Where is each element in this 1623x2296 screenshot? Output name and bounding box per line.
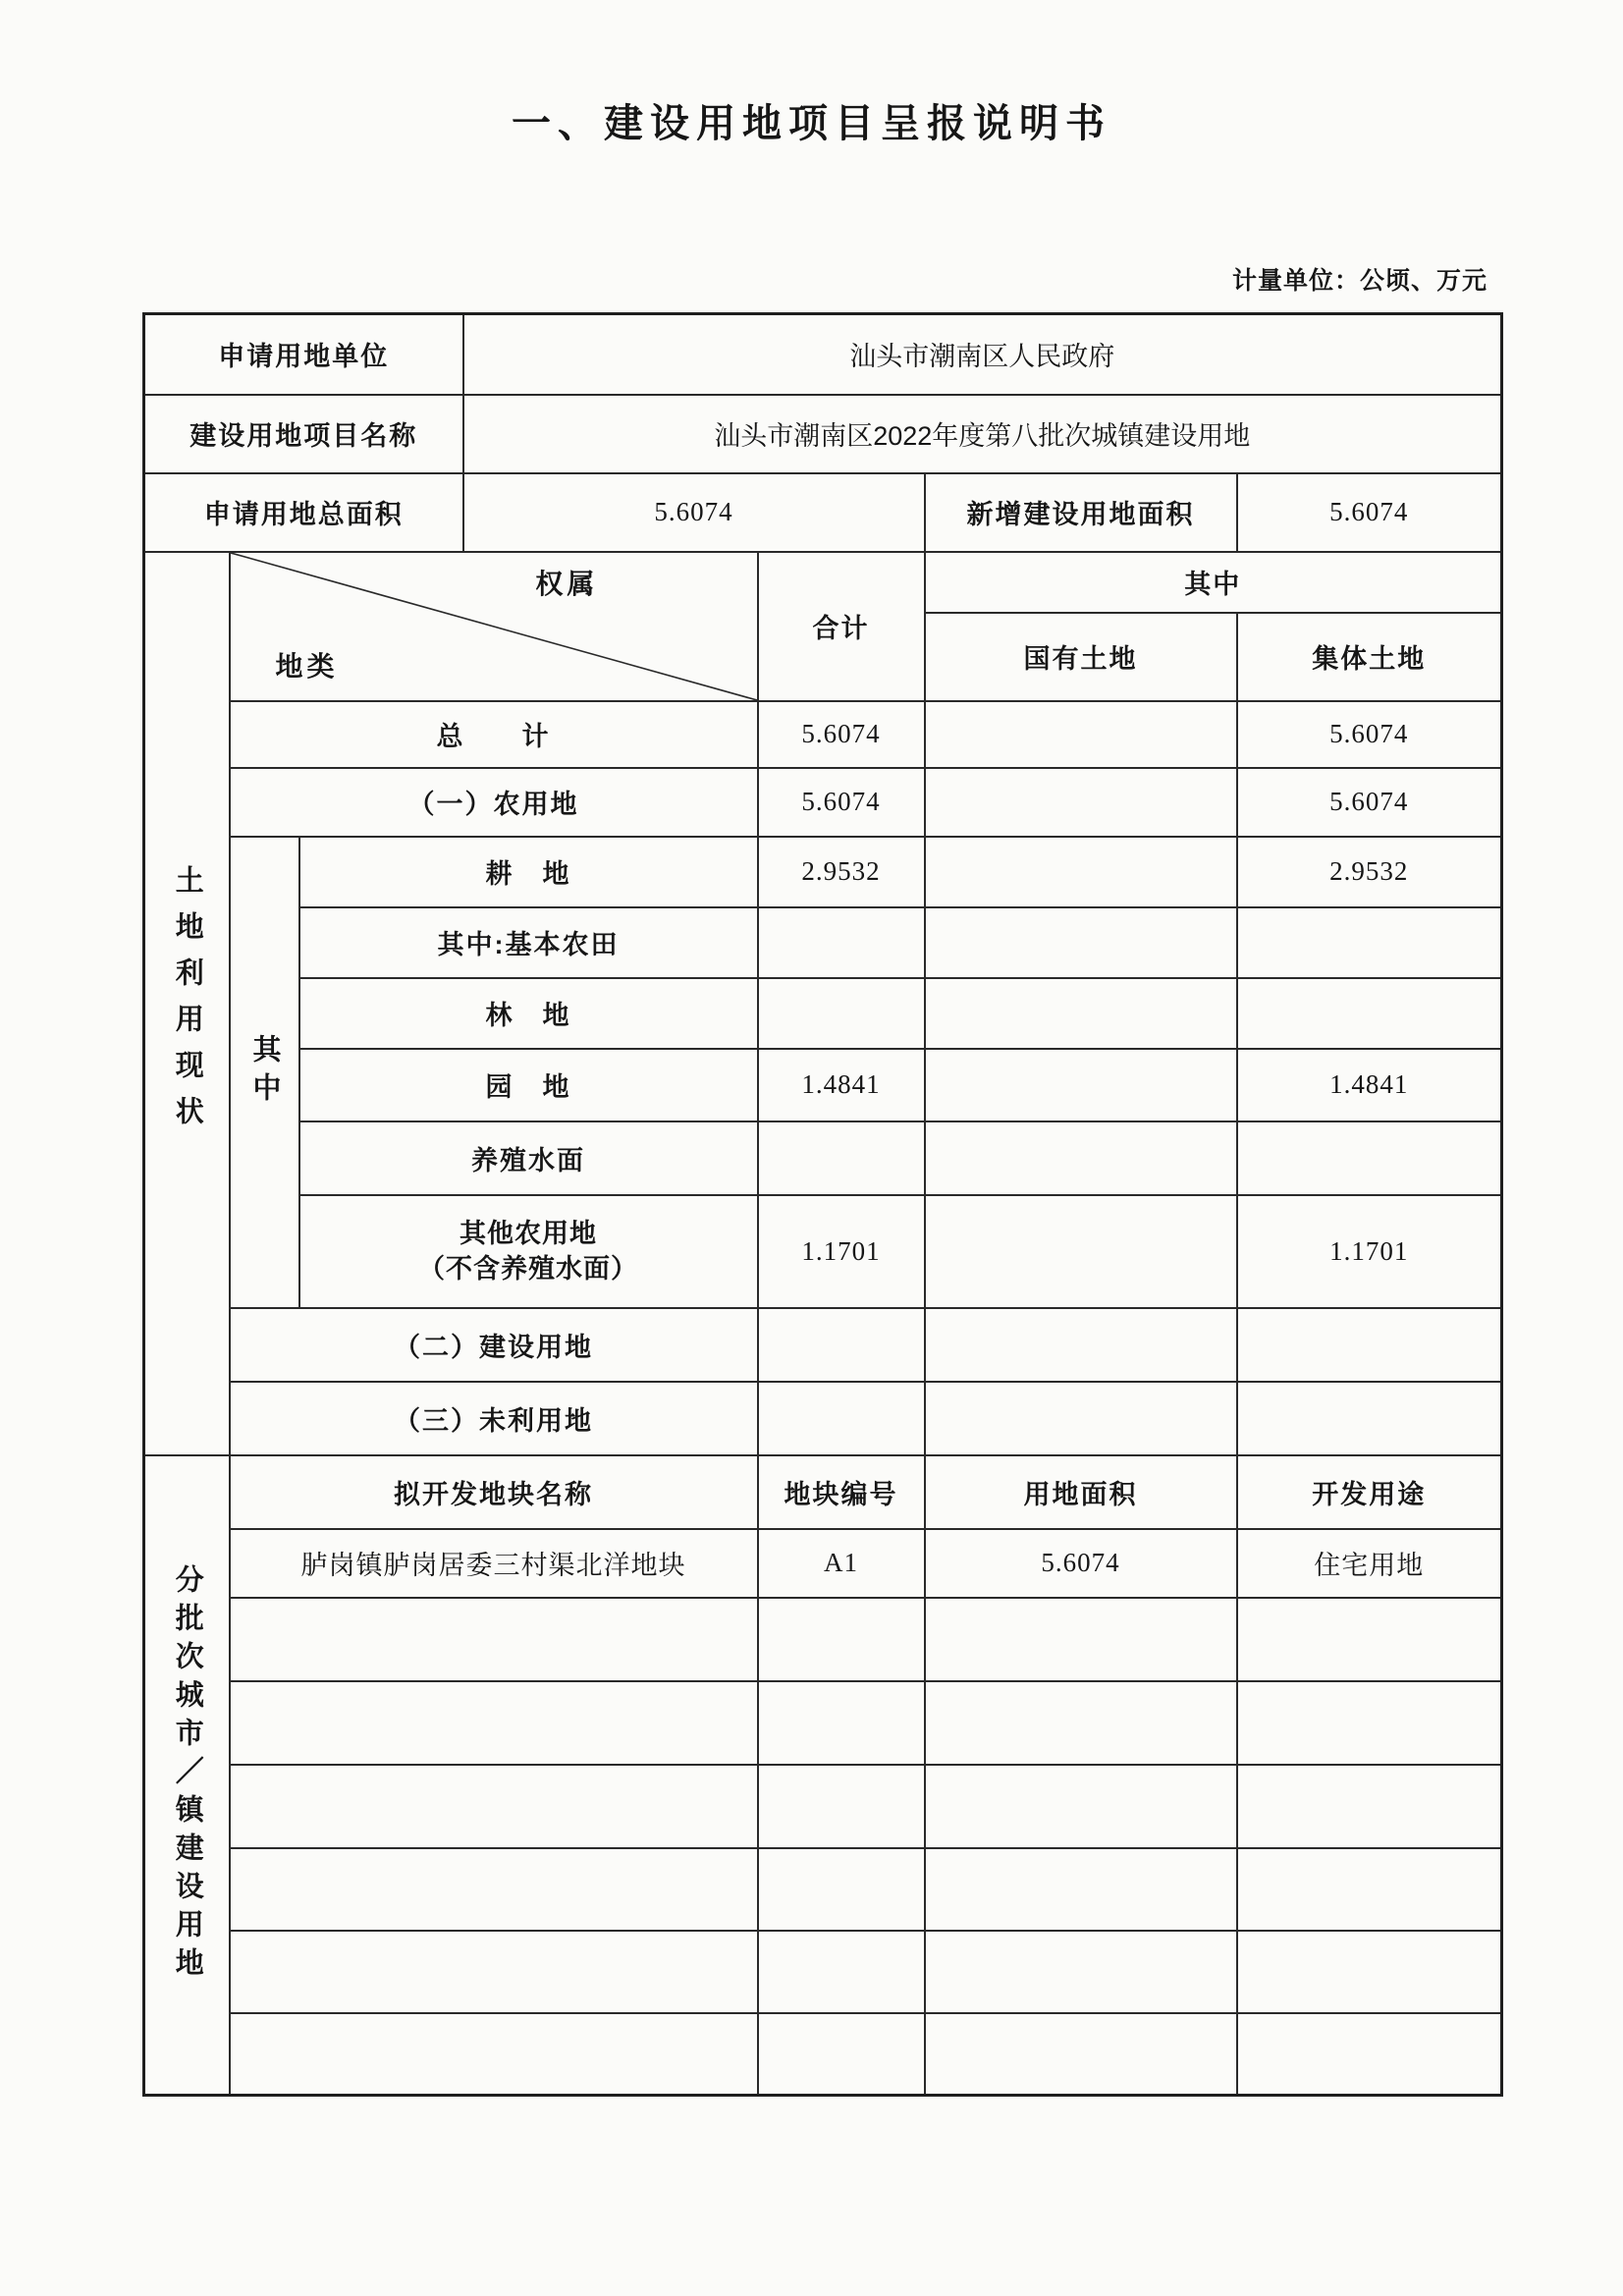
state-owned-land-header: 国有土地 — [925, 613, 1237, 701]
section-label-land-use-status — [144, 552, 230, 1455]
total-area-value: 5.6074 — [463, 473, 925, 552]
row-label-grand-total: 总 计 — [230, 701, 758, 768]
table-row — [144, 1681, 1502, 1765]
table-row — [144, 1049, 1502, 1121]
construction-collective — [1237, 1308, 1502, 1382]
land-use-status-vertical-text: 土地利用现状 — [171, 864, 203, 1142]
among-which-vertical-cell — [230, 837, 299, 1308]
row-label-aquaculture-water: 养殖水面 — [299, 1121, 758, 1195]
diagonal-header-cell — [230, 552, 758, 701]
land-submission-form-table — [142, 312, 1503, 2097]
forest-total — [758, 978, 925, 1049]
empty-parcel-area — [925, 1848, 1237, 1931]
garden-total: 1.4841 — [758, 1049, 925, 1121]
parcel-use-value: 住宅用地 — [1237, 1529, 1502, 1598]
row-label-basic-farmland: 其中:基本农田 — [299, 907, 758, 978]
aquaculture-state — [925, 1121, 1237, 1195]
garden-collective: 1.4841 — [1237, 1049, 1502, 1121]
empty-parcel-use — [1237, 1848, 1502, 1931]
ownership-header: 权属 — [535, 568, 599, 599]
empty-parcel-name — [230, 1848, 758, 1931]
table-row — [144, 1529, 1502, 1598]
total-area-label: 申请用地总面积 — [144, 473, 463, 552]
parcel-code-header: 地块编号 — [758, 1455, 925, 1529]
other-agri-total: 1.1701 — [758, 1195, 925, 1308]
empty-parcel-code — [758, 1931, 925, 2013]
parcel-name-header: 拟开发地块名称 — [230, 1455, 758, 1529]
grand-total-collective: 5.6074 — [1237, 701, 1502, 768]
table-row — [144, 1455, 1502, 1529]
grand-total-state — [925, 701, 1237, 768]
parcel-area-value: 5.6074 — [925, 1529, 1237, 1598]
parcel-area-header: 用地面积 — [925, 1455, 1237, 1529]
empty-parcel-name — [230, 1931, 758, 2013]
table-row — [144, 2013, 1502, 2096]
table-row — [144, 1931, 1502, 2013]
row-label-cultivated-land: 耕 地 — [299, 837, 758, 907]
garden-state — [925, 1049, 1237, 1121]
basic-farmland-total — [758, 907, 925, 978]
row-label-other-agricultural-land — [299, 1195, 758, 1308]
empty-parcel-code — [758, 1765, 925, 1848]
empty-parcel-use — [1237, 1598, 1502, 1681]
row-label-agricultural-land: （一）农用地 — [230, 768, 758, 837]
row-label-forest-land: 林 地 — [299, 978, 758, 1049]
batch-section-vertical-text: 分批次城市／镇建设用地 — [171, 1563, 203, 1986]
empty-parcel-name — [230, 1681, 758, 1765]
empty-parcel-area — [925, 1931, 1237, 2013]
table-row — [144, 1765, 1502, 1848]
parcel-name-value: 胪岗镇胪岗居委三村渠北洋地块 — [230, 1529, 758, 1598]
empty-parcel-code — [758, 1598, 925, 1681]
section-label-batch-urban-construction — [144, 1455, 230, 2096]
table-row — [144, 978, 1502, 1049]
empty-parcel-use — [1237, 1931, 1502, 2013]
empty-parcel-area — [925, 1598, 1237, 1681]
empty-parcel-area — [925, 2013, 1237, 2096]
empty-parcel-use — [1237, 1681, 1502, 1765]
cultivated-state — [925, 837, 1237, 907]
empty-parcel-code — [758, 1848, 925, 1931]
parcel-use-header: 开发用途 — [1237, 1455, 1502, 1529]
table-row — [144, 395, 1502, 473]
basic-farmland-state — [925, 907, 1237, 978]
empty-parcel-name — [230, 1765, 758, 1848]
other-agri-line1: 其他农用地 — [460, 1218, 597, 1248]
table-row — [144, 1195, 1502, 1308]
applicant-unit-value: 汕头市潮南区人民政府 — [463, 314, 1502, 395]
agricultural-total: 5.6074 — [758, 768, 925, 837]
table-row — [144, 1308, 1502, 1382]
table-row — [144, 1598, 1502, 1681]
other-agri-collective: 1.1701 — [1237, 1195, 1502, 1308]
empty-parcel-use — [1237, 2013, 1502, 2096]
parcel-code-value: A1 — [758, 1529, 925, 1598]
applicant-unit-label: 申请用地单位 — [144, 314, 463, 395]
row-label-garden-land: 园 地 — [299, 1049, 758, 1121]
row-label-construction-land: （二）建设用地 — [230, 1308, 758, 1382]
new-construction-area-value: 5.6074 — [1237, 473, 1502, 552]
cultivated-collective: 2.9532 — [1237, 837, 1502, 907]
aquaculture-collective — [1237, 1121, 1502, 1195]
grand-total-total: 5.6074 — [758, 701, 925, 768]
table-row — [144, 837, 1502, 907]
construction-state — [925, 1308, 1237, 1382]
page-title: 一、建设用地项目呈报说明书 — [512, 102, 1111, 145]
empty-parcel-use — [1237, 1765, 1502, 1848]
row-label-unused-land: （三）未利用地 — [230, 1382, 758, 1455]
unused-collective — [1237, 1382, 1502, 1455]
aquaculture-total — [758, 1121, 925, 1195]
unused-total — [758, 1382, 925, 1455]
other-agri-state — [925, 1195, 1237, 1308]
table-row — [144, 701, 1502, 768]
unused-state — [925, 1382, 1237, 1455]
among-which-vertical-text: 其中 — [248, 1033, 281, 1111]
table-row — [144, 1848, 1502, 1931]
table-row — [144, 1382, 1502, 1455]
measurement-unit-note: 计量单位：公顷、万元 — [1231, 267, 1488, 295]
among-which-header: 其中 — [925, 552, 1502, 613]
table-row — [144, 473, 1502, 552]
collective-land-header: 集体土地 — [1237, 613, 1502, 701]
empty-parcel-name — [230, 2013, 758, 2096]
project-name-label: 建设用地项目名称 — [144, 395, 463, 473]
basic-farmland-collective — [1237, 907, 1502, 978]
table-row — [144, 907, 1502, 978]
land-category-header: 地类 — [275, 650, 339, 682]
empty-parcel-area — [925, 1765, 1237, 1848]
project-name-value: 汕头市潮南区2022年度第八批次城镇建设用地 — [463, 395, 1502, 473]
table-row — [144, 552, 1502, 613]
table-row — [144, 314, 1502, 395]
table-row — [144, 768, 1502, 837]
agricultural-state — [925, 768, 1237, 837]
empty-parcel-code — [758, 1681, 925, 1765]
forest-state — [925, 978, 1237, 1049]
other-agri-line2: （不含养殖水面） — [418, 1254, 638, 1284]
empty-parcel-name — [230, 1598, 758, 1681]
new-construction-area-label: 新增建设用地面积 — [925, 473, 1237, 552]
empty-parcel-area — [925, 1681, 1237, 1765]
agricultural-collective: 5.6074 — [1237, 768, 1502, 837]
table-row — [144, 1121, 1502, 1195]
empty-parcel-code — [758, 2013, 925, 2096]
cultivated-total: 2.9532 — [758, 837, 925, 907]
total-column-header: 合计 — [758, 552, 925, 701]
construction-total — [758, 1308, 925, 1382]
forest-collective — [1237, 978, 1502, 1049]
